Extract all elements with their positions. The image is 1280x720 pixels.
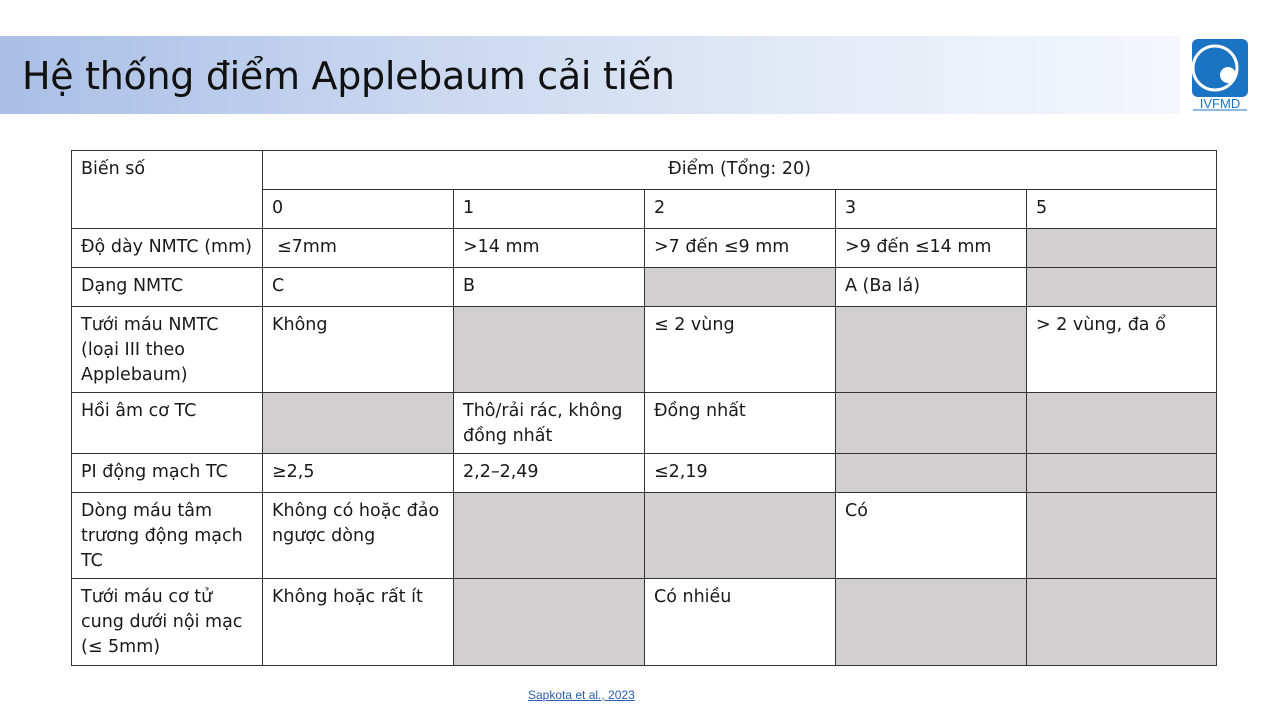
table-cell: Có nhiều <box>645 579 836 666</box>
applebaum-score-table <box>71 150 1217 666</box>
score-col-0: 0 <box>263 190 454 229</box>
slide-title: Hệ thống điểm Applebaum cải tiến <box>22 54 675 98</box>
table-cell: ≤2,19 <box>645 454 836 493</box>
shaded-cell <box>836 454 1027 493</box>
variable-header: Biến số <box>72 151 263 229</box>
table-cell: Có <box>836 493 1027 579</box>
shaded-cell <box>1027 229 1217 268</box>
score-header: Điểm (Tổng: 20) <box>263 151 1217 190</box>
table-cell: Đồng nhất <box>645 393 836 454</box>
row-label: Dòng máu tâm trương động mạch TC <box>72 493 263 579</box>
table-cell: ≤7mm <box>263 229 454 268</box>
shaded-cell <box>454 307 645 393</box>
shaded-cell <box>836 393 1027 454</box>
score-col-3: 3 <box>836 190 1027 229</box>
shaded-cell <box>1027 493 1217 579</box>
row-label: Tưới máu NMTC (loại III theo Applebaum) <box>72 307 263 393</box>
row-label: Dạng NMTC <box>72 268 263 307</box>
table-cell: A (Ba lá) <box>836 268 1027 307</box>
table-cell: >7 đến ≤9 mm <box>645 229 836 268</box>
shaded-cell <box>454 493 645 579</box>
table-row <box>72 393 1217 454</box>
table-row <box>72 268 1217 307</box>
score-col-2: 2 <box>645 190 836 229</box>
row-label: PI động mạch TC <box>72 454 263 493</box>
table-row <box>72 493 1217 579</box>
shaded-cell <box>1027 393 1217 454</box>
table-cell: Không <box>263 307 454 393</box>
shaded-cell <box>454 579 645 666</box>
table-cell: Thô/rải rác, không đồng nhất <box>454 393 645 454</box>
table-row <box>72 229 1217 268</box>
table-cell: Không hoặc rất ít <box>263 579 454 666</box>
table-cell: Không có hoặc đảo ngược dòng <box>263 493 454 579</box>
shaded-cell <box>645 268 836 307</box>
shaded-cell <box>1027 268 1217 307</box>
shaded-cell <box>1027 454 1217 493</box>
citation-link[interactable]: Sapkota et al., 2023 <box>528 688 635 702</box>
table-cell: >9 đến ≤14 mm <box>836 229 1027 268</box>
table-cell: B <box>454 268 645 307</box>
ivfmd-logo <box>1191 38 1249 112</box>
row-label: Độ dày NMTC (mm) <box>72 229 263 268</box>
shaded-cell <box>645 493 836 579</box>
table-cell: ≤ 2 vùng <box>645 307 836 393</box>
table-cell: ≥2,5 <box>263 454 454 493</box>
shaded-cell <box>836 579 1027 666</box>
score-col-5: 5 <box>1027 190 1217 229</box>
table-row <box>72 307 1217 393</box>
logo-text: IVFMD <box>1199 96 1241 111</box>
row-label: Hồi âm cơ TC <box>72 393 263 454</box>
table-cell: > 2 vùng, đa ổ <box>1027 307 1217 393</box>
table-row <box>72 454 1217 493</box>
table-row <box>72 579 1217 666</box>
shaded-cell <box>836 307 1027 393</box>
table-cell: 2,2–2,49 <box>454 454 645 493</box>
row-label: Tưới máu cơ tử cung dưới nội mạc (≤ 5mm) <box>72 579 263 666</box>
table-cell: C <box>263 268 454 307</box>
table-cell: >14 mm <box>454 229 645 268</box>
shaded-cell <box>1027 579 1217 666</box>
shaded-cell <box>263 393 454 454</box>
score-col-1: 1 <box>454 190 645 229</box>
